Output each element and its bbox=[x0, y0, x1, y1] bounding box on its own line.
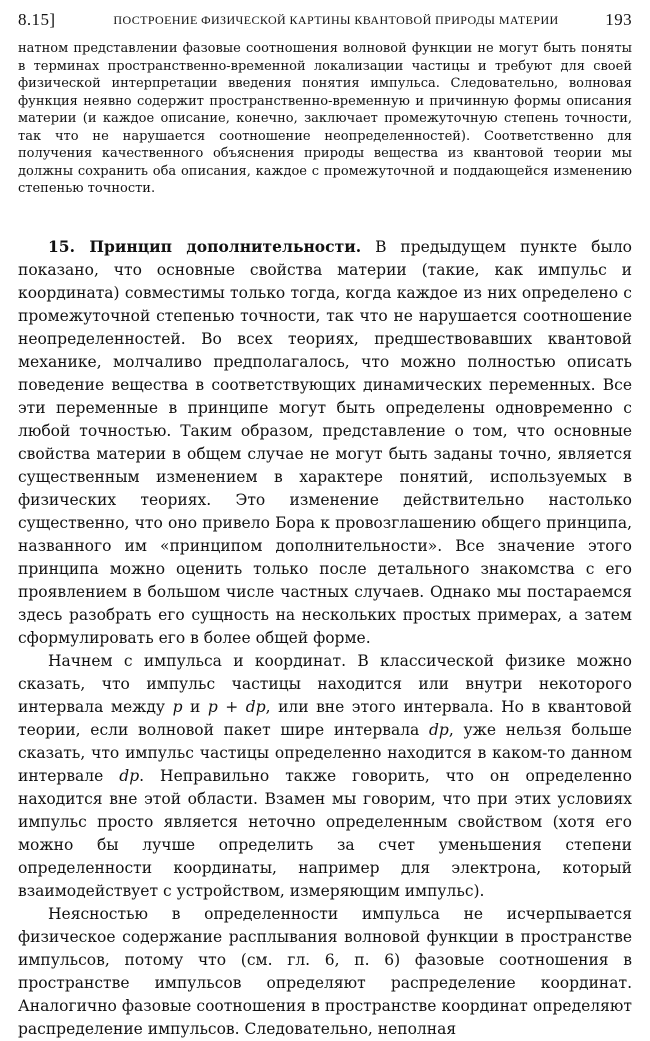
paragraph-2-text-e: . Неправильно также говорить, что он определенно находится вне этой области. Взамен мы говорим, что при этих условиях импульс просто является неточно определенным свойством (хотя его можно бы лучше определить за счет уменьшения степени определенности координаты, например для электрона, который взаимодействует с устройством, измеряющим импульс). bbox=[18, 767, 632, 900]
paragraph-2-text-b: и bbox=[190, 698, 201, 716]
math-dp: dp bbox=[429, 721, 449, 739]
paragraph-3: Неясностью в определенности импульса не исчерпывается физическое содержание расплывания волновой функции в пространстве импульсов, потому что (см. гл. 6, п. 6) фазовые соотношения в пространстве импульсов определяют распределение координат. Аналогично фазовые соотношения в пространстве координат определяют распределение импульсов. Следовательно, неполная bbox=[18, 905, 632, 1038]
running-title: ПОСТРОЕНИЕ ФИЗИЧЕСКОЙ КАРТИНЫ КВАНТОВОЙ ПРИРОДЫ МАТЕРИИ bbox=[113, 12, 559, 27]
paragraph-2 bbox=[18, 650, 632, 903]
paragraph-2-text-c: , или вне этого интервала. Но в квантовой теории, если волновой пакет шире интервала bbox=[18, 698, 633, 739]
section-ref: 8.15] bbox=[18, 10, 56, 29]
math-dp-2: dp bbox=[119, 767, 140, 785]
paragraph-2-text-d: , уже нельзя больше сказать, что импульс частицы определенно находится в каком-то данном интервале bbox=[18, 721, 632, 785]
paragraph-2-text-a: Начнем с импульса и координат. В классической физике можно сказать, что импульс частицы находится или внутри некоторого интервала между bbox=[18, 652, 632, 716]
math-p: p bbox=[172, 698, 183, 716]
running-header bbox=[18, 6, 632, 34]
paragraph-1 bbox=[18, 235, 632, 650]
math-p-plus-dp: p + dp bbox=[207, 698, 266, 716]
section-heading: 15. Принцип дополнительности. bbox=[48, 237, 362, 256]
page-number: 193 bbox=[605, 10, 632, 29]
section-body bbox=[18, 235, 632, 1041]
continuation-paragraph: натном представлении фазовые соотношения волновой функции не могут быть поняты в терминах пространственно-временной локализации частицы и требуют для своей физической интерпретации введения понятия импульса. Следовательно, волновая функция неявно содержит пространственно-временную и причинную формы описания материи (и каждое описание, конечно, заключает промежуточную степень точности, так что не нарушается соотношение неопределенностей). Соответственно для получения качественного объяснения природы вещества из квантовой теории мы должны сохранить оба описания, каждое с промежуточной и поддающейся изменению степенью точности. bbox=[18, 41, 632, 196]
paragraph-1-text: В предыдущем пункте было показано, что основные свойства материи (такие, как импульс и координата) совместимы только тогда, когда каждое из них определено с промежуточной степенью точности, так что не нарушается соотношение неопределенностей. Во всех теориях, предшествовавших квантовой механике, молчаливо предполагалось, что можно полностью описать поведение вещества в соответствующих динамических переменных. Все эти переменные в принципе могут быть определены одновременно с любой точностью. Таким образом, представление о том, что основные свойства материи в общем случае не могут быть заданы точно, является существенным изменением в характере понятий, используемых в физических теориях. Это изменение действительно настолько существенно, что оно привело Бора к провозглашению общего принципа, названного им «принципом дополнительности». Все значение этого принципа можно оценить только после детального знакомства с его проявлением в большом числе частных случаев. Однако мы постараемся здесь разобрать его сущность на нескольких простых примерах, а затем сформулировать его в более общей форме. bbox=[18, 238, 632, 647]
